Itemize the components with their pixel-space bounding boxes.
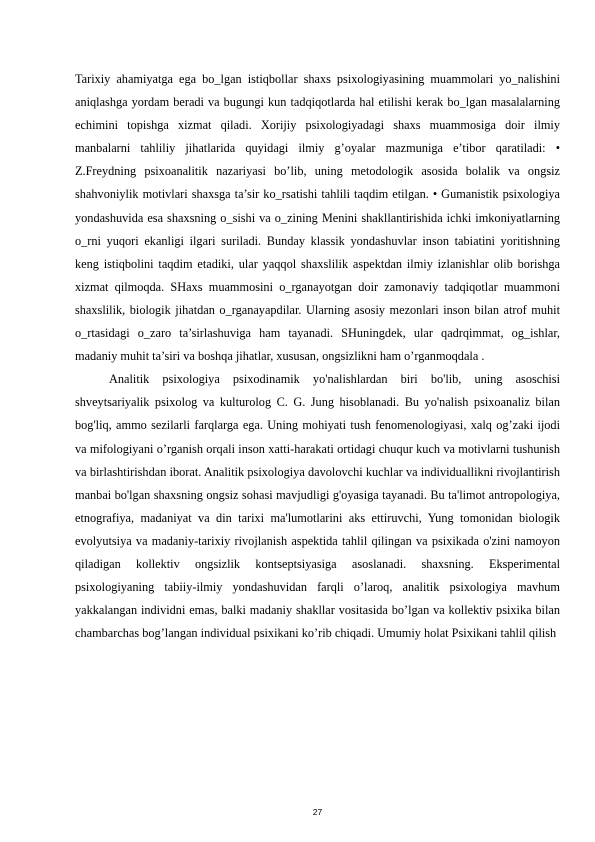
body-text: [75, 68, 560, 645]
paragraph-2: Analitik psixologiya psixodinamik yo'nalishlardan biri bo'lib, uning asoschisi shveytsariyalik psixolog va kulturolog C. G. Jung hisoblanadi. Bu yo'nalish psixoanaliz bilan bog'liq, ammo sezilarli farqlarga ega. Uning mohiyati tush fenomenologiyasi, xalq og’zaki ijodi va mifologiyani o’rganish orqali inson xatti-harakati ortidagi chuqur kuch va motivlarni tushunish va birlashtirishdan iborat. Analitik psixologiya davolovchi kuchlar va individuallikni rivojlantirish manbai bo'lgan shaxsning ongsiz sohasi mavjudligi g'oyasiga tayanadi. Bu ta'limot antropologiya, etnografiya, madaniyat va din tarixi ma'lumotlarini aks ettiruvchi, Yung tomonidan biologik evolyutsiya va madaniy-tarixiy rivojlanish aspektida tahlil qilingan va psixikada o'zini namoyon qiladigan kollektiv ongsizlik kontseptsiyasiga asoslanadi. shaxsning. Eksperimental psixologiyaning tabiiy-ilmiy yondashuvidan farqli o’laroq, analitik psixologiya mavhum yakkalangan individni emas, balki madaniy shakllar vositasida bo’lgan va kollektiv psixika bilan chambarchas bog’langan individual psixikani ko’rib chiqadi. Umumiy holat Psixikani tahlil qilish: [75, 372, 560, 641]
page-number: 27: [312, 807, 323, 817]
paragraph-1: Tarixiy ahamiyatga ega bo_lgan istiqbollar shaxs psixologiyasining muammolari yo_nalishini aniqlashga yordam beradi va bugungi kun tadqiqotlarda hal etilishi kerak bo_lgan masalalarning echimini topishga xizmat qiladi. Xorijiy psixologiyadagi shaxs muammosiga doir ilmiy manbalarni tahliliy jihatlarida quyidagi ilmiy g’oyalar mazmuniga e’tibor qaratiladi: • Z.Freydning psixoanalitik nazariyasi bo’lib, uning metodologik asosida bolalik va ongsiz shahvoniylik motivlari shaxsga ta’sir ko_rsatishi tahlili taqdim etilgan. • Gumanistik psixologiya yondashuvida esa shaxsning o_sishi va o_zining Menini shakllantirishida ichki imkoniyatlarning o_rni yuqori ekanligi ilgari suriladi. Bunday klassik yondashuvlar inson tabiatini yoritishning keng istiqbolini taqdim etadiki, ular yaqqol shaxslilik aspektdan ilmiy izlanishlar olib borishga xizmat qilmoqda. SHaxs muammosini o_rganayotgan doir zamonaviy tadqiqotlar muammoni shaxslilik, biologik jihatdan o_rganayapdilar. Ularning asosiy mezonlari inson bilan atrof muhit o_rtasidagi o_zaro ta’sirlashuviga ham tayanadi. SHuningdek, ular qadrqimmat, og_ishlar, madaniy muhit ta’siri va boshqa jihatlar, xususan, ongsizlikni ham o’rganmoqdala .: [75, 72, 560, 364]
